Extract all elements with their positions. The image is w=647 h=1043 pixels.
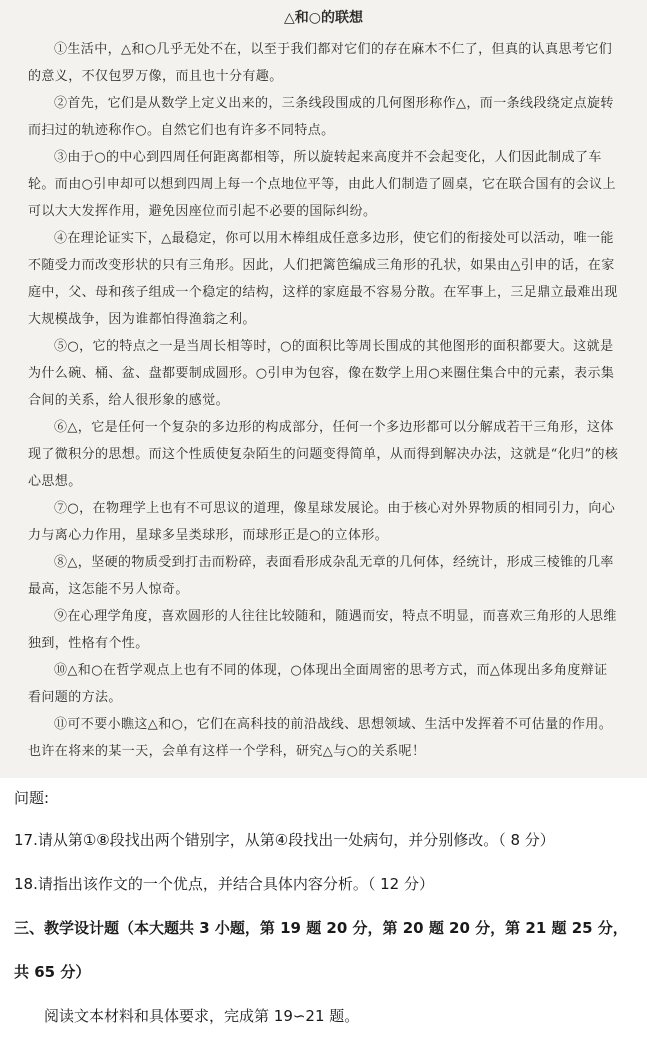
essay-paragraph-10: ⑩△和○在哲学观点上也有不同的体现，○体现出全面周密的思考方式，而△体现出多角度辩证看问题的方法。 bbox=[28, 663, 608, 705]
essay-title: △和○的联想 bbox=[284, 10, 363, 26]
essay-paragraph-4: ④在理论证实下，△最稳定，你可以用木棒组成任意多边形，使它们的衔接处可以活动，唯一能不随受力而改变形状的只有三角形。因此，人们把篱笆编成三角形的孔状，如果由△引申的话，在家庭中，父、母和孩子组成一个稳定的结构，这样的家庭最不容易分散。在军事上，三足鼎立最难出现大规模战争，因为谁都怕得渔翁之利。 bbox=[28, 231, 618, 327]
essay-paragraph-2: ②首先，它们是从数学上定义出来的，三条线段围成的几何图形称作△，而一条线段绕定点旋转而扫过的轨迹称作○。自然它们也有许多不同特点。 bbox=[28, 96, 614, 138]
essay-paragraph-7: ⑦○，在物理学上也有不可思议的道理，像星球发展论。由于核心对外界物质的相同引力，向心力与离心力作用，星球多呈类球形，而球形正是○的立体形。 bbox=[28, 501, 616, 543]
essay-paragraph-5: ⑤○，它的特点之一是当周长相等时，○的面积比等周长围成的其他图形的面积都要大。这就是为什么碗、桶、盆、盘都要制成圆形。○引申为包容，像在数学上用○来圈住集合中的元素，表示集合间的关系，给人很形象的感觉。 bbox=[28, 339, 615, 408]
essay-paragraph-6: ⑥△，它是任何一个复杂的多边形的构成部分，任何一个多边形都可以分解成若干三角形，这体现了微积分的思想。而这个性质使复杂陌生的问题变得简单，从而得到解决办法，这就是“化归”的核心思想。 bbox=[28, 420, 619, 489]
question-17: 17.请从第①⑧段找出两个错别字，从第④段找出一处病句，并分别修改。（ 8 分） bbox=[14, 831, 555, 849]
essay-paragraph-8: ⑧△，坚硬的物质受到打击而粉碎，表面看形成杂乱无章的几何体，经统计，形成三棱锥的几率最高，这怎能不另人惊奇。 bbox=[28, 555, 614, 597]
essay-paragraph-1: ①生活中，△和○几乎无处不在，以至于我们都对它们的存在麻木不仁了，但真的认真思考它们的意义，不仅包罗万像，而且也十分有趣。 bbox=[28, 42, 613, 84]
questions-area bbox=[0, 778, 647, 1038]
question-18: 18.请指出该作文的一个优点，并结合具体内容分析。（ 12 分） bbox=[14, 875, 434, 893]
reading-instruction: 阅读文本材料和具体要求，完成第 19∽21 题。 bbox=[44, 1007, 360, 1025]
section-heading-line-1: 三、教学设计题（本大题共 3 小题，第 19 题 20 分，第 20 题 20 分，第 21 题 25 分， bbox=[14, 919, 628, 937]
essay-paragraph-3: ③由于○的中心到四周任何距离都相等，所以旋转起来高度并不会起变化，人们因此制成了车轮。而由○引申却可以想到四周上每一个点地位平等，由此人们制造了圆桌，它在联合国有的会议上可以大大发挥作用，避免因座位而引起不必要的国际纠纷。 bbox=[28, 150, 616, 219]
questions-label: 问题: bbox=[14, 789, 50, 807]
essay-paragraph-11: ⑪可不要小瞧这△和○，它们在高科技的前沿战线、思想领域、生活中发挥着不可估量的作用。也许在将来的某一天，会单有这样一个学科，研究△与○的关系呢！ bbox=[28, 717, 613, 759]
section-heading-line-2: 共 65 分） bbox=[14, 963, 91, 981]
essay-paragraph-9: ⑨在心理学角度，喜欢圆形的人往往比较随和，随遇而安，特点不明显，而喜欢三角形的人思维独到，性格有个性。 bbox=[28, 609, 617, 651]
